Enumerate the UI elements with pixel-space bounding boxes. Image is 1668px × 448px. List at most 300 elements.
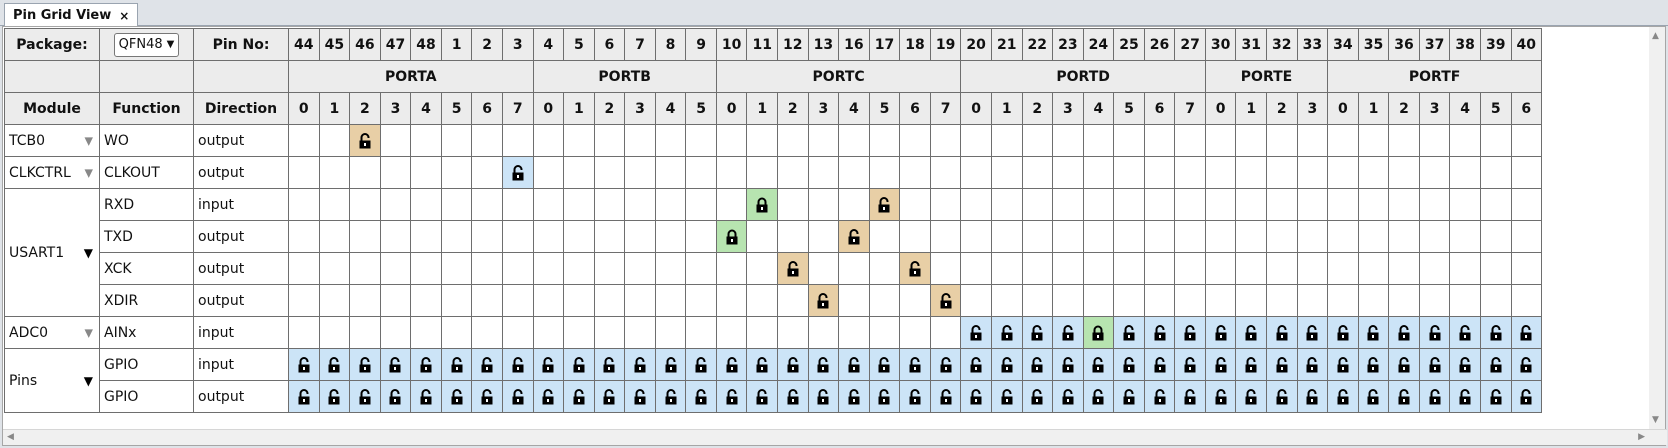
pin-lock-cell[interactable] [502,157,533,189]
pin-cell[interactable] [350,189,381,221]
pin-cell[interactable] [1389,253,1420,285]
tab-close-icon[interactable]: × [119,8,130,23]
pin-cell[interactable] [1267,189,1298,221]
pin-cell[interactable] [1450,189,1481,221]
pin-lock-cell[interactable] [411,381,442,413]
pin-lock-cell[interactable] [1144,317,1175,349]
pin-lock-cell[interactable] [441,349,472,381]
pin-cell[interactable] [686,221,717,253]
package-select[interactable] [114,33,180,57]
pin-lock-cell[interactable] [1358,381,1389,413]
scroll-up-icon[interactable]: ▲ [1652,31,1659,41]
pin-cell[interactable] [930,125,961,157]
pin-cell[interactable] [350,157,381,189]
pin-cell[interactable] [533,253,564,285]
pin-cell[interactable] [1175,157,1206,189]
pin-lock-cell[interactable] [930,285,961,317]
pin-cell[interactable] [1480,253,1511,285]
pin-lock-cell[interactable] [319,381,350,413]
pin-lock-cell[interactable] [1236,381,1267,413]
pin-cell[interactable] [839,157,870,189]
pin-cell[interactable] [625,157,656,189]
pin-cell[interactable] [930,157,961,189]
pin-lock-cell[interactable] [1480,381,1511,413]
pin-cell[interactable] [655,189,686,221]
pin-lock-cell[interactable] [502,349,533,381]
module-cell[interactable] [5,349,100,413]
pin-cell[interactable] [991,285,1022,317]
pin-cell[interactable] [716,189,747,221]
pin-lock-cell[interactable] [533,349,564,381]
pin-lock-cell[interactable] [747,189,778,221]
pin-cell[interactable] [1511,125,1542,157]
pin-cell[interactable] [1358,189,1389,221]
pin-cell[interactable] [319,253,350,285]
pin-cell[interactable] [1297,221,1328,253]
pin-cell[interactable] [747,157,778,189]
pin-cell[interactable] [380,253,411,285]
pin-cell[interactable] [716,253,747,285]
pin-lock-cell[interactable] [625,349,656,381]
pin-cell[interactable] [1083,253,1114,285]
horizontal-scrollbar[interactable] [3,429,1667,445]
pin-lock-cell[interactable] [594,349,625,381]
pin-cell[interactable] [961,253,992,285]
pin-cell[interactable] [411,125,442,157]
pin-cell[interactable] [716,285,747,317]
pin-cell[interactable] [1205,253,1236,285]
pin-cell[interactable] [1144,285,1175,317]
pin-lock-cell[interactable] [1053,381,1084,413]
pin-cell[interactable] [1175,189,1206,221]
pin-cell[interactable] [1267,221,1298,253]
pin-lock-cell[interactable] [350,381,381,413]
pin-lock-cell[interactable] [1328,349,1359,381]
pin-cell[interactable] [625,221,656,253]
pin-cell[interactable] [991,221,1022,253]
pin-cell[interactable] [1297,253,1328,285]
pin-cell[interactable] [411,253,442,285]
pin-lock-cell[interactable] [869,189,900,221]
pin-lock-cell[interactable] [716,221,747,253]
pin-cell[interactable] [289,253,320,285]
pin-cell[interactable] [1083,157,1114,189]
pin-lock-cell[interactable] [1419,317,1450,349]
pin-cell[interactable] [655,125,686,157]
pin-cell[interactable] [625,317,656,349]
pin-cell[interactable] [1236,253,1267,285]
pin-cell[interactable] [900,317,931,349]
pin-cell[interactable] [1236,285,1267,317]
pin-cell[interactable] [1114,125,1145,157]
pin-cell[interactable] [289,125,320,157]
pin-cell[interactable] [472,285,503,317]
pin-cell[interactable] [594,253,625,285]
pin-cell[interactable] [716,317,747,349]
pin-lock-cell[interactable] [1511,381,1542,413]
pin-cell[interactable] [1358,125,1389,157]
pin-cell[interactable] [991,189,1022,221]
pin-cell[interactable] [1419,285,1450,317]
pin-lock-cell[interactable] [1267,381,1298,413]
pin-cell[interactable] [1022,285,1053,317]
pin-cell[interactable] [869,221,900,253]
pin-cell[interactable] [533,221,564,253]
pin-cell[interactable] [564,125,595,157]
pin-cell[interactable] [289,317,320,349]
pin-cell[interactable] [1328,221,1359,253]
pin-cell[interactable] [319,157,350,189]
pin-cell[interactable] [991,253,1022,285]
pin-cell[interactable] [1450,285,1481,317]
pin-cell[interactable] [502,285,533,317]
pin-lock-cell[interactable] [900,381,931,413]
pin-cell[interactable] [839,317,870,349]
pin-cell[interactable] [1083,285,1114,317]
pin-cell[interactable] [625,189,656,221]
pin-cell[interactable] [1297,285,1328,317]
pin-cell[interactable] [594,221,625,253]
pin-cell[interactable] [564,317,595,349]
pin-cell[interactable] [808,189,839,221]
pin-lock-cell[interactable] [564,381,595,413]
pin-cell[interactable] [778,285,809,317]
pin-cell[interactable] [380,221,411,253]
pin-lock-cell[interactable] [380,381,411,413]
pin-cell[interactable] [1175,221,1206,253]
pin-cell[interactable] [441,221,472,253]
pin-cell[interactable] [961,285,992,317]
pin-lock-cell[interactable] [930,381,961,413]
pin-cell[interactable] [472,125,503,157]
pin-cell[interactable] [441,317,472,349]
pin-lock-cell[interactable] [778,349,809,381]
pin-lock-cell[interactable] [1450,381,1481,413]
pin-cell[interactable] [472,157,503,189]
pin-cell[interactable] [441,285,472,317]
pin-cell[interactable] [1389,189,1420,221]
pin-cell[interactable] [1083,221,1114,253]
pin-cell[interactable] [533,189,564,221]
pin-cell[interactable] [1267,285,1298,317]
pin-cell[interactable] [350,285,381,317]
pin-cell[interactable] [1267,125,1298,157]
pin-cell[interactable] [1358,157,1389,189]
scroll-down-icon[interactable]: ▼ [1652,415,1659,425]
pin-cell[interactable] [1053,221,1084,253]
pin-cell[interactable] [1053,125,1084,157]
pin-cell[interactable] [472,221,503,253]
pin-lock-cell[interactable] [1389,317,1420,349]
pin-cell[interactable] [1022,189,1053,221]
pin-lock-cell[interactable] [1267,317,1298,349]
pin-cell[interactable] [502,317,533,349]
pin-cell[interactable] [594,285,625,317]
pin-cell[interactable] [564,253,595,285]
pin-lock-cell[interactable] [869,381,900,413]
pin-cell[interactable] [1022,157,1053,189]
pin-cell[interactable] [594,125,625,157]
pin-lock-cell[interactable] [778,381,809,413]
pin-cell[interactable] [502,125,533,157]
pin-lock-cell[interactable] [472,381,503,413]
pin-lock-cell[interactable] [1297,349,1328,381]
pin-cell[interactable] [411,221,442,253]
pin-cell[interactable] [1328,285,1359,317]
pin-cell[interactable] [319,125,350,157]
pin-cell[interactable] [686,157,717,189]
pin-cell[interactable] [1389,221,1420,253]
pin-cell[interactable] [839,125,870,157]
pin-cell[interactable] [1205,125,1236,157]
pin-cell[interactable] [502,221,533,253]
pin-cell[interactable] [594,189,625,221]
pin-cell[interactable] [319,221,350,253]
pin-cell[interactable] [1114,157,1145,189]
pin-cell[interactable] [564,189,595,221]
pin-cell[interactable] [1144,253,1175,285]
pin-cell[interactable] [1114,285,1145,317]
pin-cell[interactable] [655,317,686,349]
pin-lock-cell[interactable] [1328,381,1359,413]
pin-lock-cell[interactable] [1480,349,1511,381]
pin-cell[interactable] [1205,157,1236,189]
pin-cell[interactable] [1511,221,1542,253]
pin-cell[interactable] [778,157,809,189]
pin-cell[interactable] [1511,157,1542,189]
pin-cell[interactable] [289,189,320,221]
pin-cell[interactable] [900,125,931,157]
pin-cell[interactable] [1053,157,1084,189]
pin-cell[interactable] [1358,285,1389,317]
pin-cell[interactable] [289,285,320,317]
pin-cell[interactable] [1022,221,1053,253]
pin-cell[interactable] [533,125,564,157]
pin-cell[interactable] [869,253,900,285]
pin-cell[interactable] [716,157,747,189]
pin-cell[interactable] [380,317,411,349]
pin-cell[interactable] [1419,253,1450,285]
pin-cell[interactable] [533,285,564,317]
pin-lock-cell[interactable] [472,349,503,381]
pin-cell[interactable] [808,157,839,189]
pin-cell[interactable] [869,285,900,317]
pin-cell[interactable] [472,253,503,285]
pin-lock-cell[interactable] [778,253,809,285]
pin-cell[interactable] [1480,221,1511,253]
pin-lock-cell[interactable] [289,349,320,381]
pin-cell[interactable] [625,125,656,157]
pin-cell[interactable] [1389,285,1420,317]
pin-cell[interactable] [930,253,961,285]
pin-cell[interactable] [411,285,442,317]
pin-cell[interactable] [1236,157,1267,189]
pin-cell[interactable] [564,157,595,189]
pin-cell[interactable] [1114,253,1145,285]
pin-cell[interactable] [991,157,1022,189]
pin-cell[interactable] [502,189,533,221]
pin-cell[interactable] [808,125,839,157]
pin-cell[interactable] [1511,253,1542,285]
pin-cell[interactable] [1022,125,1053,157]
pin-cell[interactable] [1511,189,1542,221]
pin-cell[interactable] [350,317,381,349]
pin-cell[interactable] [1358,253,1389,285]
pin-cell[interactable] [441,253,472,285]
pin-cell[interactable] [900,189,931,221]
pin-cell[interactable] [1419,157,1450,189]
pin-cell[interactable] [594,157,625,189]
pin-cell[interactable] [1450,253,1481,285]
pin-cell[interactable] [625,253,656,285]
pin-lock-cell[interactable] [747,381,778,413]
pin-lock-cell[interactable] [1144,381,1175,413]
pin-cell[interactable] [900,285,931,317]
module-cell[interactable] [5,125,100,157]
pin-cell[interactable] [1144,157,1175,189]
pin-cell[interactable] [655,253,686,285]
pin-lock-cell[interactable] [1236,317,1267,349]
pin-cell[interactable] [1328,253,1359,285]
pin-lock-cell[interactable] [1389,349,1420,381]
pin-cell[interactable] [380,157,411,189]
pin-cell[interactable] [1450,125,1481,157]
pin-cell[interactable] [1236,125,1267,157]
pin-cell[interactable] [319,189,350,221]
module-cell[interactable] [5,317,100,349]
pin-lock-cell[interactable] [1419,349,1450,381]
pin-lock-cell[interactable] [655,381,686,413]
pin-cell[interactable] [289,157,320,189]
pin-cell[interactable] [686,285,717,317]
pin-lock-cell[interactable] [1083,317,1114,349]
pin-cell[interactable] [930,317,961,349]
pin-cell[interactable] [1358,221,1389,253]
pin-cell[interactable] [778,317,809,349]
pin-cell[interactable] [991,125,1022,157]
pin-cell[interactable] [778,221,809,253]
pin-cell[interactable] [472,189,503,221]
pin-lock-cell[interactable] [1419,381,1450,413]
pin-lock-cell[interactable] [716,349,747,381]
pin-cell[interactable] [1389,157,1420,189]
pin-cell[interactable] [411,189,442,221]
pin-cell[interactable] [1389,125,1420,157]
pin-cell[interactable] [1083,189,1114,221]
module-cell[interactable] [5,189,100,317]
pin-lock-cell[interactable] [1205,317,1236,349]
pin-cell[interactable] [1053,189,1084,221]
pin-cell[interactable] [1175,125,1206,157]
pin-cell[interactable] [1419,189,1450,221]
triangle-down-icon[interactable]: ▼ [83,245,93,260]
pin-lock-cell[interactable] [1144,349,1175,381]
pin-cell[interactable] [1450,157,1481,189]
pin-cell[interactable] [747,317,778,349]
pin-lock-cell[interactable] [1511,317,1542,349]
pin-lock-cell[interactable] [1083,349,1114,381]
pin-lock-cell[interactable] [1114,349,1145,381]
scroll-left-icon[interactable]: ◀ [7,432,14,442]
pin-lock-cell[interactable] [1297,317,1328,349]
pin-cell[interactable] [961,125,992,157]
pin-lock-cell[interactable] [564,349,595,381]
pin-cell[interactable] [808,317,839,349]
pin-lock-cell[interactable] [991,381,1022,413]
pin-cell[interactable] [441,125,472,157]
pin-cell[interactable] [1480,125,1511,157]
pin-cell[interactable] [1480,157,1511,189]
pin-cell[interactable] [1144,221,1175,253]
pin-cell[interactable] [961,157,992,189]
pin-lock-cell[interactable] [1236,349,1267,381]
pin-cell[interactable] [1205,189,1236,221]
pin-cell[interactable] [778,125,809,157]
pin-cell[interactable] [1083,125,1114,157]
pin-cell[interactable] [716,125,747,157]
pin-lock-cell[interactable] [1114,317,1145,349]
pin-cell[interactable] [686,125,717,157]
pin-cell[interactable] [1144,125,1175,157]
pin-lock-cell[interactable] [839,381,870,413]
pin-lock-cell[interactable] [1175,381,1206,413]
pin-cell[interactable] [655,221,686,253]
pin-cell[interactable] [1328,189,1359,221]
pin-cell[interactable] [441,189,472,221]
pin-lock-cell[interactable] [625,381,656,413]
pin-cell[interactable] [1328,125,1359,157]
pin-lock-cell[interactable] [594,381,625,413]
pin-cell[interactable] [380,189,411,221]
pin-lock-cell[interactable] [1205,349,1236,381]
vertical-scrollbar[interactable] [1649,27,1665,429]
pin-lock-cell[interactable] [533,381,564,413]
pin-lock-cell[interactable] [1297,381,1328,413]
pin-lock-cell[interactable] [1175,317,1206,349]
pin-cell[interactable] [839,253,870,285]
pin-cell[interactable] [289,221,320,253]
pin-cell[interactable] [869,317,900,349]
pin-cell[interactable] [1480,189,1511,221]
pin-lock-cell[interactable] [411,349,442,381]
pin-cell[interactable] [1236,221,1267,253]
pin-cell[interactable] [778,189,809,221]
pin-lock-cell[interactable] [839,349,870,381]
pin-lock-cell[interactable] [686,349,717,381]
pin-cell[interactable] [1205,221,1236,253]
pin-cell[interactable] [686,189,717,221]
pin-cell[interactable] [900,221,931,253]
pin-lock-cell[interactable] [1022,349,1053,381]
pin-cell[interactable] [533,157,564,189]
pin-cell[interactable] [1419,125,1450,157]
pin-cell[interactable] [1114,221,1145,253]
pin-lock-cell[interactable] [502,381,533,413]
pin-cell[interactable] [411,317,442,349]
pin-cell[interactable] [502,253,533,285]
pin-cell[interactable] [930,221,961,253]
pin-lock-cell[interactable] [900,349,931,381]
pin-cell[interactable] [930,189,961,221]
pin-cell[interactable] [380,285,411,317]
pin-lock-cell[interactable] [808,349,839,381]
pin-cell[interactable] [319,285,350,317]
pin-lock-cell[interactable] [1358,317,1389,349]
pin-cell[interactable] [961,221,992,253]
pin-cell[interactable] [900,157,931,189]
pin-cell[interactable] [686,317,717,349]
pin-cell[interactable] [1267,157,1298,189]
